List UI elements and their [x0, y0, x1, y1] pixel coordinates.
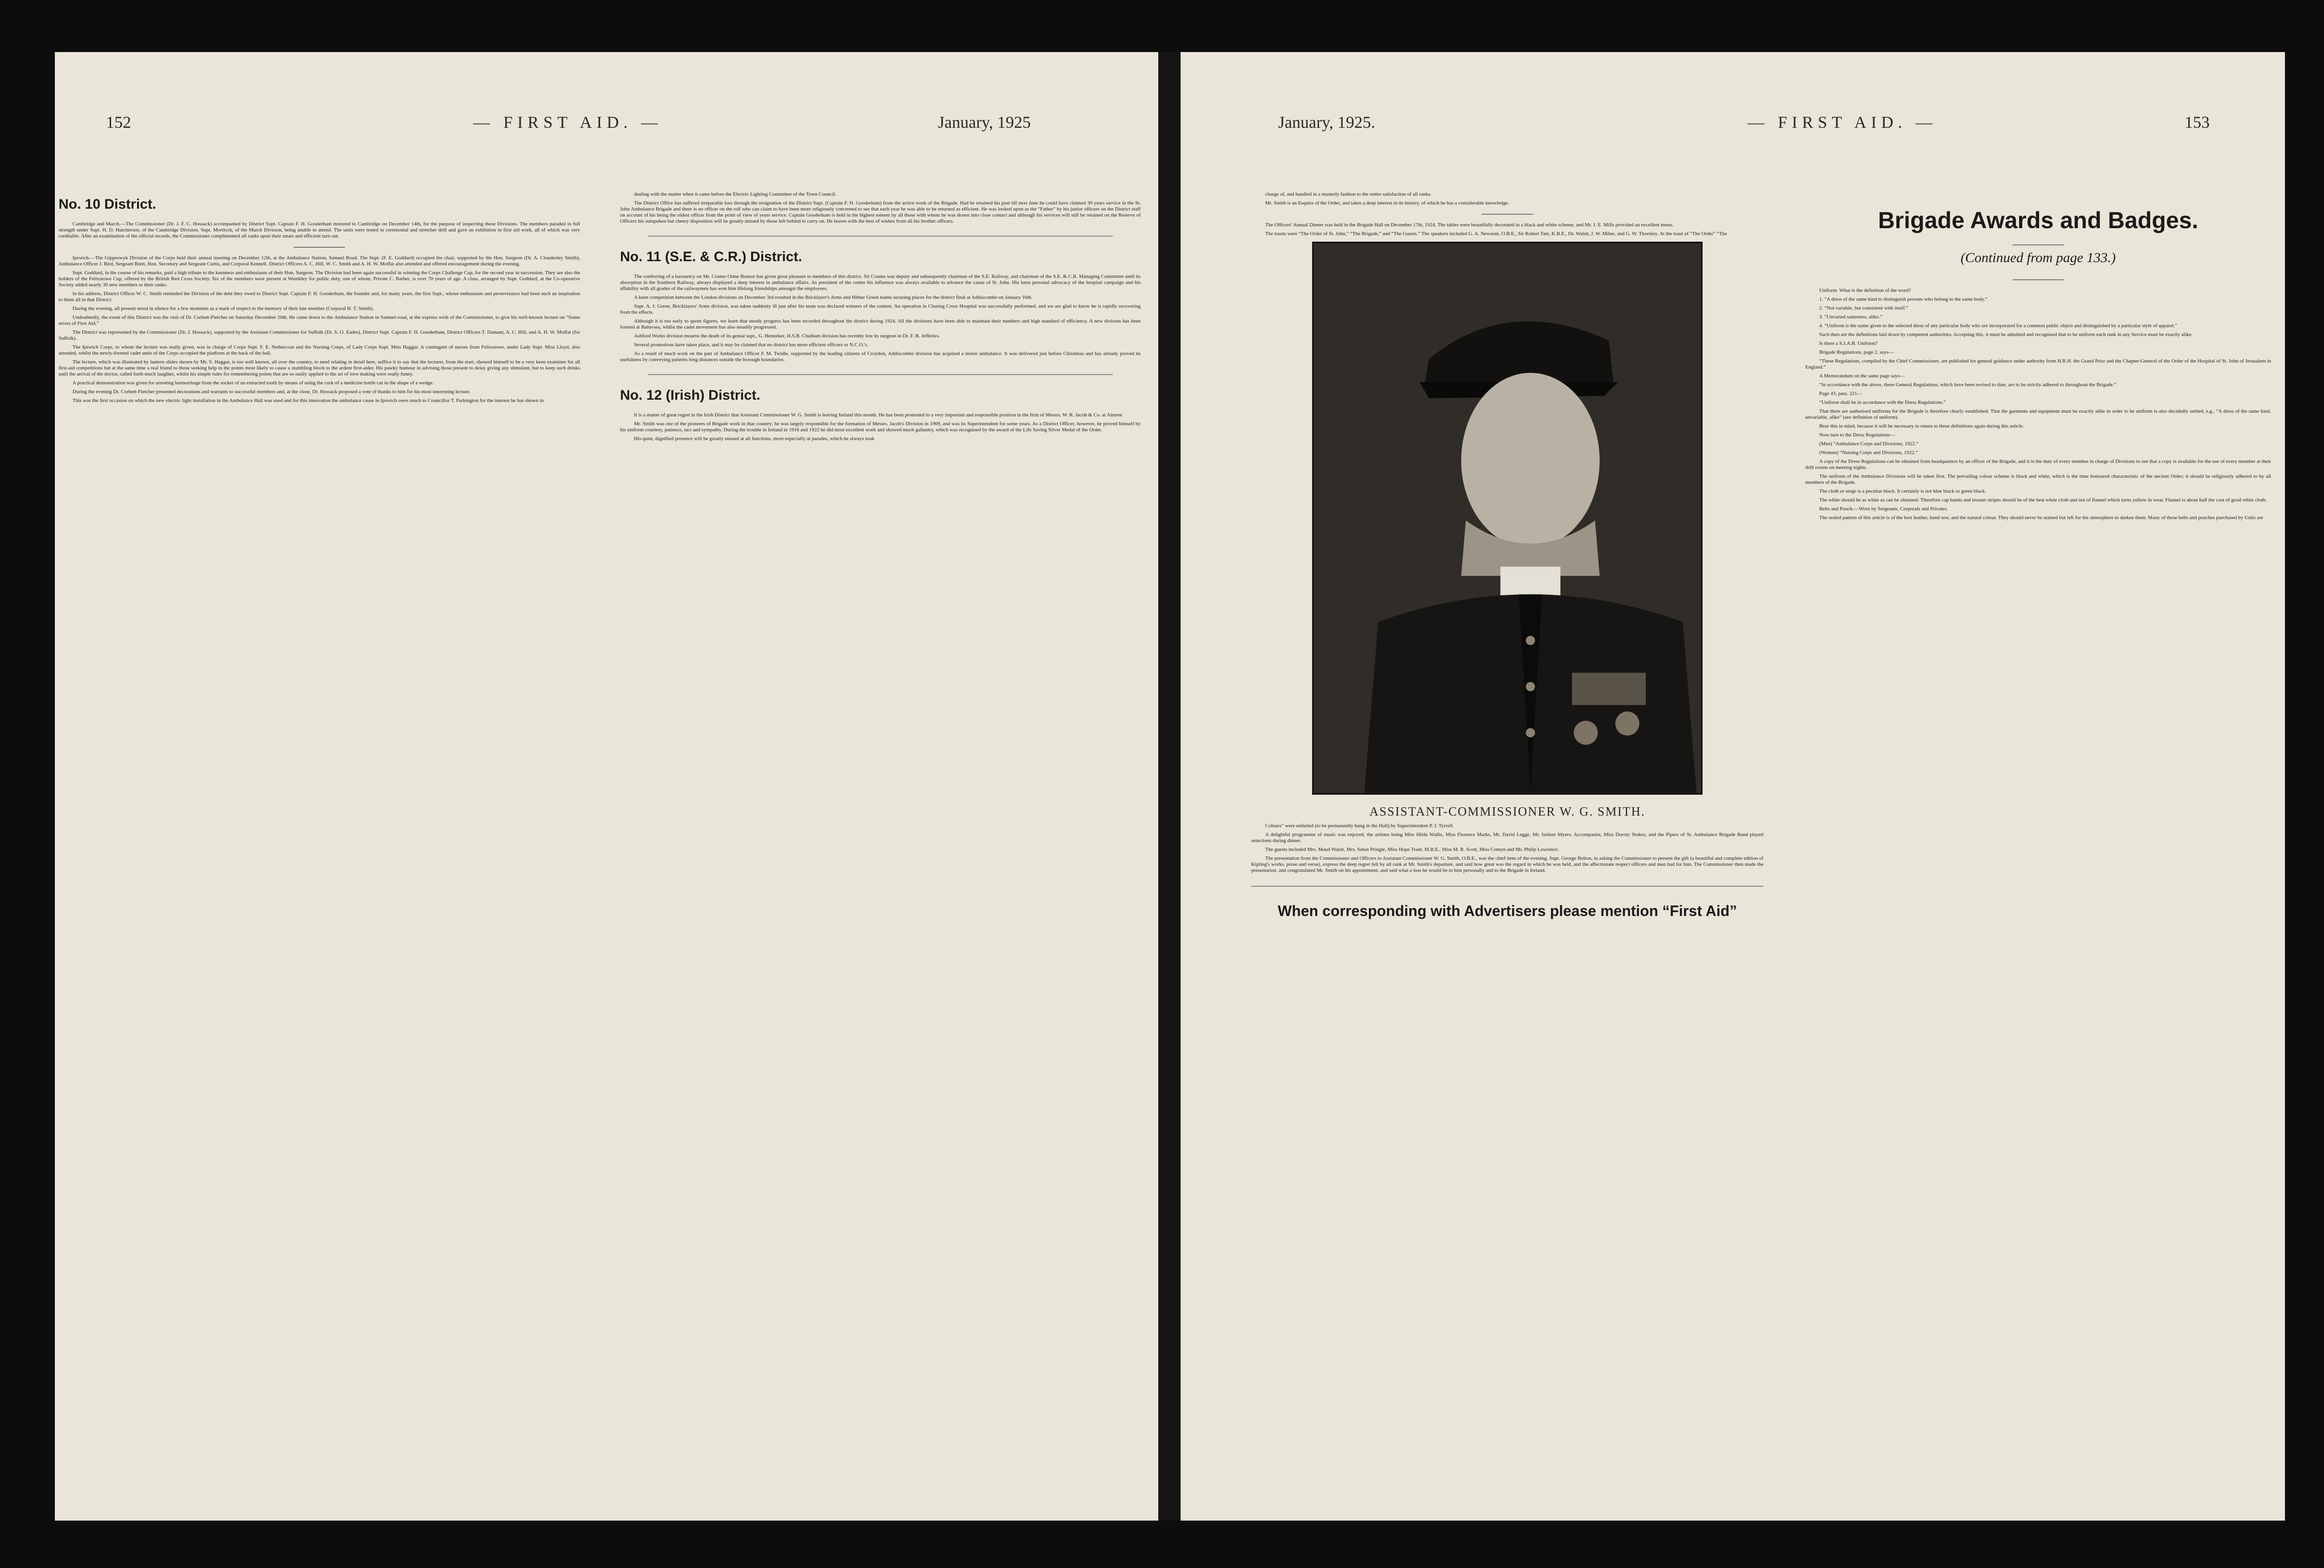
paragraph: Cambridge and March.—The Commissioner (Dr. J. F. C. Hossack) accompanied by District Supt. Captain F. H. Gooderham motored to Cambridge on December 14th, for the purpose of inspecting these Divisions. The members paraded in full strength under Supt. H. D. Hutcherson, of the Cambridge Division, Supt. Mortlock, of the March Division, being unable to attend. The units were tested in ceremonial and stretcher drill and gave an exhibition in first aid work, all of which was very creditable. After an examination of the official records, the Commissioner complimented all ranks upon their smart and efficient turn out. — [59, 221, 580, 239]
right-column-2 — [1805, 191, 2271, 1474]
left-page — [55, 52, 1158, 1521]
paragraph: Colours” were unfurled (to be permanently hung in the Hall) by Superintendent P. J. Tyrrell. — [1265, 823, 1454, 829]
paragraph: That there are authorised uniforms for the Brigade is therefore clearly established. That the garments and equipment must be exactly alike in order to be uniform is also decidedly settled, e.g., “A dress of the same kind, unvariable, alike” (see definition of uniform). — [1805, 408, 2271, 420]
paragraph: 3. “Unvaried sameness, alike.” — [1819, 314, 1882, 320]
right-running-head — [1181, 112, 2285, 150]
left-column-2 — [620, 191, 1141, 1474]
section-rule — [648, 236, 1113, 237]
portrait-figure — [1312, 242, 1703, 818]
paragraph: “Uniform shall be in accordance with the Dress Regulations.” — [1819, 400, 1946, 405]
left-column-1 — [59, 191, 580, 1474]
paragraph: In his address, District Officer W. C. Smith reminded the Division of the debt they owed to District Supt. Captain F. H. Gooderham, the founder and, for many years, the first Supt., whose enthusiasm and perseverance had been such an inspiration to them all in that District. — [59, 291, 580, 303]
paragraph: Supt. Goddard, in the course of his remarks, paid a high tribute to the keenness and enthusiasm of their Hon. Surgeon. The Division had been again successful in winning the Corps Challenge Cup, for the second year in succession. They are also the holders of the Felixstowe Cup, offered by the British Red Cross Society. Six of the members were present at Wembley for public duty, one of whom, Private C. Barber, is over 70 years of age. A class, arranged by Supt. Goddard, at the Co-operative Society added nearly 30 new members to their ranks. — [59, 270, 580, 288]
paragraph: Supt. A. J. Green, Bricklayers' Arms division, was taken suddenly ill just after his team was declared winners of the contest. An operation in Charing Cross Hospital was successfully performed, and we are glad to know he is rapidly recovering from the effects. — [620, 303, 1141, 315]
paragraph: A Memorandum on the same page says— — [1819, 373, 1905, 379]
section-separator — [294, 247, 345, 248]
paragraph: (Women) “Nursing Corps and Divisions, 1922.” — [1819, 450, 1918, 455]
paragraph: Is there a S.J.A.B. Uniform? — [1819, 341, 1878, 346]
paragraph: Several promotions have taken place, and it may be claimed that no district has more efficient officers or N.C.O.'s. — [634, 342, 869, 348]
section-heading: No. 11 (S.E. & C.R.) District. — [620, 249, 802, 264]
paragraph: As a result of much work on the part of Ambulance Officer F. M. Twidle, supported by the leading citizens of Croydon, Addiscombe division has acquired a motor ambulance. It was delivered just before Christmas and has already proved its usefulness by conveying patients long distances outside the borough boundaries. — [620, 351, 1141, 362]
title-separator — [2013, 244, 2064, 245]
right-page-number: 153 — [2185, 113, 2210, 132]
left-running-head — [55, 112, 1158, 150]
paragraph: During the evening Dr. Corbett-Fletcher presented decorations and warrants to successful members and, at the close, Dr. Hossack proposed a vote of thanks to him for his most interesting lecture. — [73, 389, 471, 395]
paragraph: It is a matter of great regret in the Irish District that Assistant Commissioner W. G. Smith is leaving Ireland this month. He has been promoted to a very important and responsible position in the firm of Messrs. W. R. Jacob & Co. at Aintree. — [634, 412, 1123, 418]
paragraph: A keen competition between the London divisions on December 3rd resulted in the Bricklayer's Arms and Hither Green teams securing places for the district final at Addiscombe on January 16th. — [634, 295, 1033, 300]
paragraph: Belts and Pouch.—Worn by Sergeants, Corporals and Privates. — [1819, 506, 1948, 512]
paragraph: Bear this in mind, because it will be necessary to return to these definitions again during this article. — [1819, 423, 2024, 429]
paragraph: The guests included Mrs. Maud Walsh, Mrs. Seton Pringle, Miss Hope Trant, M.B.E., Miss M. R. Scott, Miss Comyn and Mr. Philip Lawrence. — [1265, 847, 1559, 852]
left-page-number: 152 — [106, 113, 131, 132]
paragraph: Uniform. What is the definition of the word? — [1819, 288, 1911, 293]
right-column-1 — [1251, 191, 1763, 1474]
paragraph: Ipswich.—The Gippeswyk Division of the Corps held their annual meeting on December 12th, at the Ambulance Station, Samuel Road. The Supt. (F. E. Goddard) occupied the chair, supported by the Hon. Surgeon (Dr. A. Cloudesley Smith), Ambulance Officer J. Bird, Sergeant Brett, Hon. Secretary and Sergeant Curtis, and Corporal Kennell. District Officers A. C. Hill, W. C. Smith and A. H. W. Moffat also attended and offered encouragement during the evening. — [59, 255, 580, 267]
right-column-1-bottom — [1251, 823, 1763, 874]
paragraph: The cloth or serge is a peculiar black. It certainly is not blue black or green black. — [1819, 488, 1986, 494]
paragraph: The conferring of a baronetcy on Mr. Cosmo Orme Bonsor has given great pleasure to members of this district. Sir Cosmo was deputy and subsequently chairman of the S.E. Railway, and chairman of the S.E. & C.R. Managing Committee until its absorption in the Southern Railway, always displayed a deep interest in ambulance affairs. As president of the centre his influence was always available to advance the cause of St. John. His keen personal advocacy of the hospital campaign and his affability with all grades of the railwaymen has won him lifelong friendships amongst the employees. — [620, 274, 1141, 291]
paragraph: “These Regulations, compiled by the Chief Commissioner, are published for general guidance under authority from H.R.H. the Grand Prior and the Chapter-General of the Order of the Hospital of St. John of Jerusalem in England.” — [1805, 358, 2271, 370]
paragraph: The Ipswich Corps, to whom the lecture was really given, was in charge of Corps Supt. F. E. Nethercoat and the Nursing Corps, of Lady Corps Supt. Miss Haggar. A contingent of nurses from Felixstowe, under Lady Supt. Miss Lloyd, also attended, whilst the newly-formed cadet units of the Corps occupied the platform at the back of the hall. — [59, 344, 580, 356]
paragraph: 2. “Not variable, but consistent with itself.” — [1819, 305, 1908, 311]
paragraph: charge of, and handled in a masterly fashion to the entire satisfaction of all ranks. — [1265, 191, 1432, 197]
section-rule — [648, 374, 1113, 375]
portrait-caption: ASSISTANT-COMMISSIONER W. G. SMITH. — [1369, 804, 1645, 818]
paragraph: 4. “Uniform is the name given to the selected dress of any particular body who are incorporated for a common public object and distinguished by a particular style of apparel.” — [1819, 323, 2178, 329]
book-gutter — [1158, 52, 1181, 1521]
left-date: January, 1925 — [938, 113, 1031, 132]
paragraph: A delightful programme of music was enjoyed, the artistes being Miss Hilda Wallis, Miss Florence Marks, Mr. David Legge, Mr. Isidore Myers. Accompanist, Miss Doroty Stokes, and the Pipers of St. Ambulance Brigade Band played selections during dinner. — [1251, 832, 1763, 843]
portrait-photo — [1312, 242, 1703, 795]
paragraph: Ashford Works division mourns the death of its genial supt., G. Henneker, H.S.B. Chatham division has recently lost its surgeon in Dr. F. B. Jefferies. — [634, 333, 940, 339]
paragraph: During the evening, all present stood in silence for a few moments as a mark of respect to the memory of their late member (Corporal H. T. Smith). — [73, 306, 374, 311]
paragraph: The white should be as white as can be obtained. Therefore cap bands and trouser stripes should be of the best white cloth and not of flannel which turns yellow in wear. Flannel is about half the cost of good white cloth. — [1819, 497, 2267, 503]
paragraph: A copy of the Dress Regulations can be obtained from headquarters by an officer of the Brigade, and it is the duty of every member in charge of Divisions to see that a copy is available for the use of every member at their drill rooms on meeting nights. — [1805, 459, 2271, 470]
paragraph: The presentation from the Commissioner and Officers to Assistant Commissioner W. G. Smith, O.B.E., was the chief item of the evening. Supt. George Belton, in asking the Commissioner to present the gift (a beautiful and complete edition of Kipling's works, prose and verse), express the deep regret felt by all rank at Mr. Smith's departure, and said how great was the regard in which he was held, and the affectionate respect officers and men had for him. The Commissioner then made the presentation, and congratulated Mr. Smith on his appointment, and said what a loss he would be to him personally and to the Brigade in Ireland. — [1251, 856, 1763, 873]
paragraph: The toasts were “The Order of St. John,” “The Brigade,” and “The Guests.” The speakers included G. A. Newsom, O.B.E., Sir Robert Tate, K.B.E., Dr. Walsh, J. W. Milne, and G. W. Thornley. At the toast of “The Order” “The — [1265, 231, 1727, 237]
paragraph: dealing with the matter when it came before the Electric Lighting Committee of the Town Council. — [634, 191, 837, 197]
paragraph: The Officers' Annual Dinner was held in the Brigade Hall on December 17th, 1924. The tables were beautifully decorated in a black and white scheme, and Mr. J. E. Mills provided an excellent menu. — [1265, 222, 1674, 228]
advertisers-notice: When corresponding with Advertisers please mention “First Aid” — [1278, 903, 1737, 919]
left-journal-title: — FIRST AID. — — [473, 113, 663, 132]
paragraph: Mr. Smith was one of the pioneers of Brigade work in that country; he was largely responsible for the formation of Messrs. Jacob's Division in 1909, and was its Superintendent for some years. As a District Officer, however, he proved himself by his uniform courtesy, patience, tact and sympathy. During the trouble in Ireland in 1916 and 1922 he did most excellent work and showed much gallantry, which was recognised by the award of the Life Saving Silver Medal of the Order. — [620, 421, 1141, 433]
paragraph: Page 43, para. 221— — [1819, 391, 1862, 396]
paragraph: Undoubtedly, the event of this District was the visit of Dr. Corbett-Fletcher on Saturday December 20th. He came down to the Ambulance Station in Samuel-road, at the express wish of the Commissioner, to give his well-known lecture on “Some errors of First Aid.” — [59, 315, 580, 326]
paragraph: (Men) “Ambulance Corps and Divisions, 1922.” — [1819, 441, 1919, 447]
paragraph: The lecture, which was illustrated by lantern slides shown by Mr. S. Haggar, is too well known, all over the country, to need relating in detail here, suffice it to say that the lecturer, from the start, showed himself to be a very keen examiner for all first-aid competitions but at the same time a real friend to those seeking help in the points most likely to cause a stumbling block to the ardent first-aider. His pawky humour in advising those present to delay giving any stimulant, but to keep such drinks until the arrival of the doctor, called forth much laughter, whilst his simple rules for remembering points that are so easily applied to the art of love making were really funny. — [59, 359, 580, 377]
brigade-awards-body — [1805, 288, 2271, 521]
continued-note: (Continued from page 133.) — [1961, 250, 2116, 265]
paragraph: The sealed pattern of this article is of the best leather, hand sew, and the natural colour. They should never be stained but left for the atmosphere to darken them. Many of these belts and pouches purchased by Units are — [1819, 515, 2264, 520]
paragraph: The District Office has suffered irreparable loss through the resignation of the District Supt. (Captain F. H. Gooderham) from the active work of the Brigade. Had he retained his post till next June he could have claimed 30 years service in the St. John Ambulance Brigade and there is no officer on the roll who can claim to have been more religiously concerned to see that each year he was able to be returned as efficient. He was looked upon as the “Father” by his junior officers on the District staff on account of his being the oldest officer from the point of view of years service. Captain Gooderham is held in the highest esteem by all those with whom he was drawn into close contact and although his services will still be retained on the Reserve of Officers his outspoken but cheery disposition will be greatly missed by those left behind to carry on. He leaves with the best of wishes from all his brother officers. — [620, 200, 1141, 224]
paragraph: Although it is too early to quote figures, we learn that steady progress has been recorded throughout the district during 1924. All the divisions have been able to maintain their numbers and high standard of efficiency. A new division has been formed at Battersea, whilst the cadet movement has also steadily progressed. — [620, 318, 1141, 330]
right-page — [1181, 52, 2285, 1521]
continued-separator — [2013, 279, 2064, 280]
paragraph: Now turn to the Dress Regulations— — [1819, 432, 1895, 438]
brigade-awards-title: Brigade Awards and Badges. — [1878, 207, 2199, 233]
right-date: January, 1925. — [1278, 113, 1375, 132]
paragraph: This was the first occasion on which the new electric light installation in the Ambulance Hall was used and for this innovation the ambulance cause in Ipswich owes much to Councillor T. Parkington for the interest he has shown in — [73, 398, 544, 403]
right-column-1-top — [1251, 191, 1763, 237]
paragraph: 1. “A dress of the same kind to distinguish persons who belong to the same body.” — [1819, 296, 1987, 302]
paragraph: Mr. Smith is an Esquire of the Order, and takes a deep interest in its history, of which he has a considerable knowledge. — [1265, 200, 1509, 206]
section-heading: No. 10 District. — [59, 197, 157, 212]
notice-rule — [1251, 886, 1763, 887]
section-heading: No. 12 (Irish) District. — [620, 388, 760, 403]
paragraph: The District was represented by the Commissioner (Dr. J. Hossack), supported by the Assistant Commissioner for Suffolk (Dr. S. O. Eades), District Supt. Captain F. H. Gooderham, District Officers T. Damant, A. C. Hill, and A. H. W. Moffat (for Suffolk). — [59, 329, 580, 341]
paragraph: Brigade Regulations, page 2, says— — [1819, 349, 1894, 355]
paragraph: “In accordance with the above, these General Regulations, which have been revised to date, are to be strictly adhered to throughout the Brigade.” — [1819, 382, 2116, 388]
paragraph: A practical demonstration was given for arresting hæmorrhage from the socket of an extracted tooth by means of using the cork of a medicine bottle cut in the shape of a wedge. — [73, 380, 434, 386]
paragraph: His quiet, dignified presence will be greatly missed at all functions, more especially at parades, which he always took — [634, 436, 875, 441]
right-journal-title: — FIRST AID. — — [1748, 113, 1937, 132]
section-separator — [1482, 214, 1533, 215]
paragraph: Such then are the definitions laid down by competent authorities. Accepting this, it must be admitted and recognised that to be uniform each rank in any Service must be exactly alike. — [1819, 332, 2193, 337]
paragraph: The uniform of the Ambulance Divisions will be taken first. The prevailing colour scheme is black and white, which is the time honoured characteristic of the ancient Order; it should be religiously adhered to by all members of the Brigade. — [1805, 474, 2271, 485]
